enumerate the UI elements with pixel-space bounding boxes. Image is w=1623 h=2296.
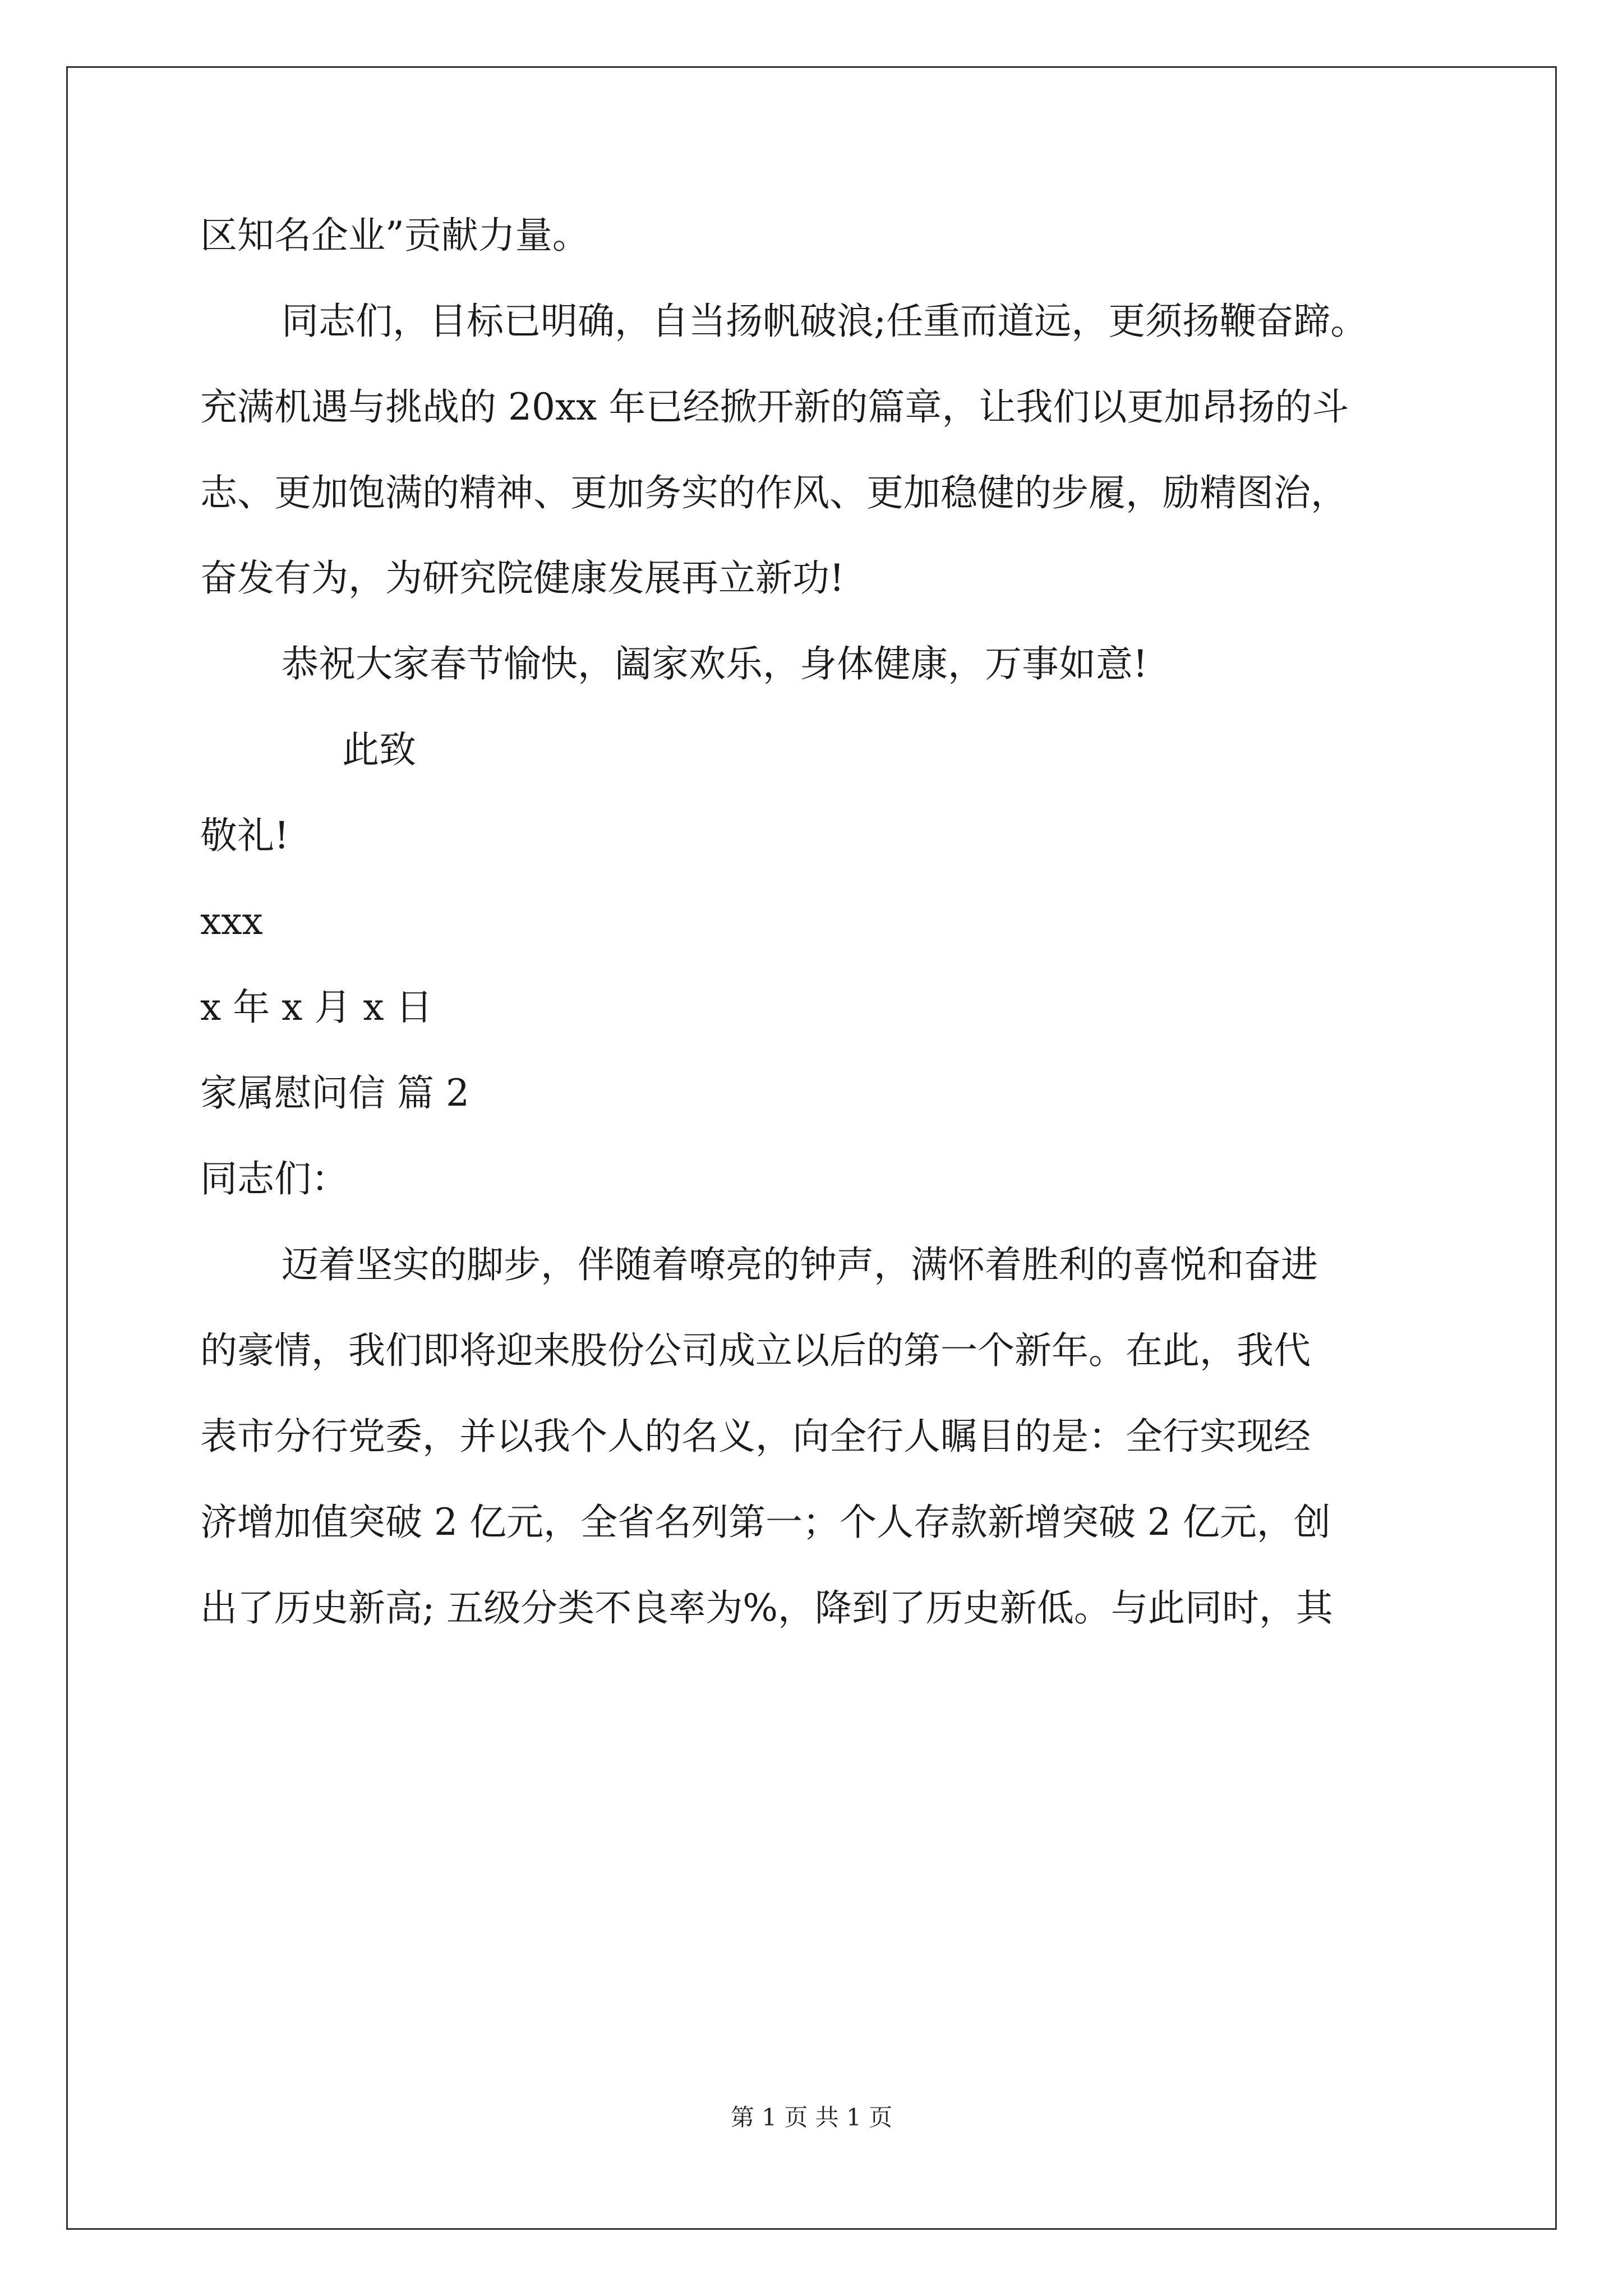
paragraph-line: 出了历史新高; 五级分类不良率为%，降到了历史新低。与此同时，其: [200, 1586, 1333, 1630]
letter-greeting: 同志们：: [200, 1157, 348, 1200]
paragraph-line: 奋发有为，为研究院健康发展再立新功!: [200, 556, 845, 600]
paragraph-line: 充满机遇与挑战的 20xx 年已经掀开新的篇章，让我们以更加昂扬的斗: [200, 385, 1349, 429]
paragraph-line: 同志们，目标已明确，自当扬帆破浪;任重而道远，更须扬鞭奋蹄。: [282, 300, 1368, 343]
signature-date: x 年 x 月 x 日: [200, 986, 433, 1029]
paragraph-line: 的豪情，我们即将迎来股份公司成立以后的第一个新年。在此，我代: [200, 1329, 1311, 1372]
closing-regards: 敬礼!: [200, 814, 289, 857]
paragraph-line: 表市分行党委，并以我个人的名义，向全行人瞩目的是：全行实现经: [200, 1415, 1311, 1458]
page-footer: 第 1 页 共 1 页: [730, 2104, 893, 2131]
paragraph-line: 恭祝大家春节愉快，阖家欢乐，身体健康，万事如意!: [282, 642, 1148, 685]
closing-salutation: 此致: [342, 728, 416, 771]
signature-name: xxx: [200, 900, 263, 943]
paragraph-line: 济增加值突破 2 亿元，全省名列第一；个人存款新增突破 2 亿元，创: [200, 1501, 1331, 1544]
paragraph-line: 区知名企业”贡献力量。: [200, 214, 589, 257]
paragraph-line: 志、更加饱满的精神、更加务实的作风、更加稳健的步履，励精图治，: [200, 471, 1348, 514]
section-heading: 家属慰问信 篇 2: [200, 1071, 469, 1115]
paragraph-line: 迈着坚实的脚步，伴随着嘹亮的钟声，满怀着胜利的喜悦和奋进: [282, 1243, 1318, 1286]
